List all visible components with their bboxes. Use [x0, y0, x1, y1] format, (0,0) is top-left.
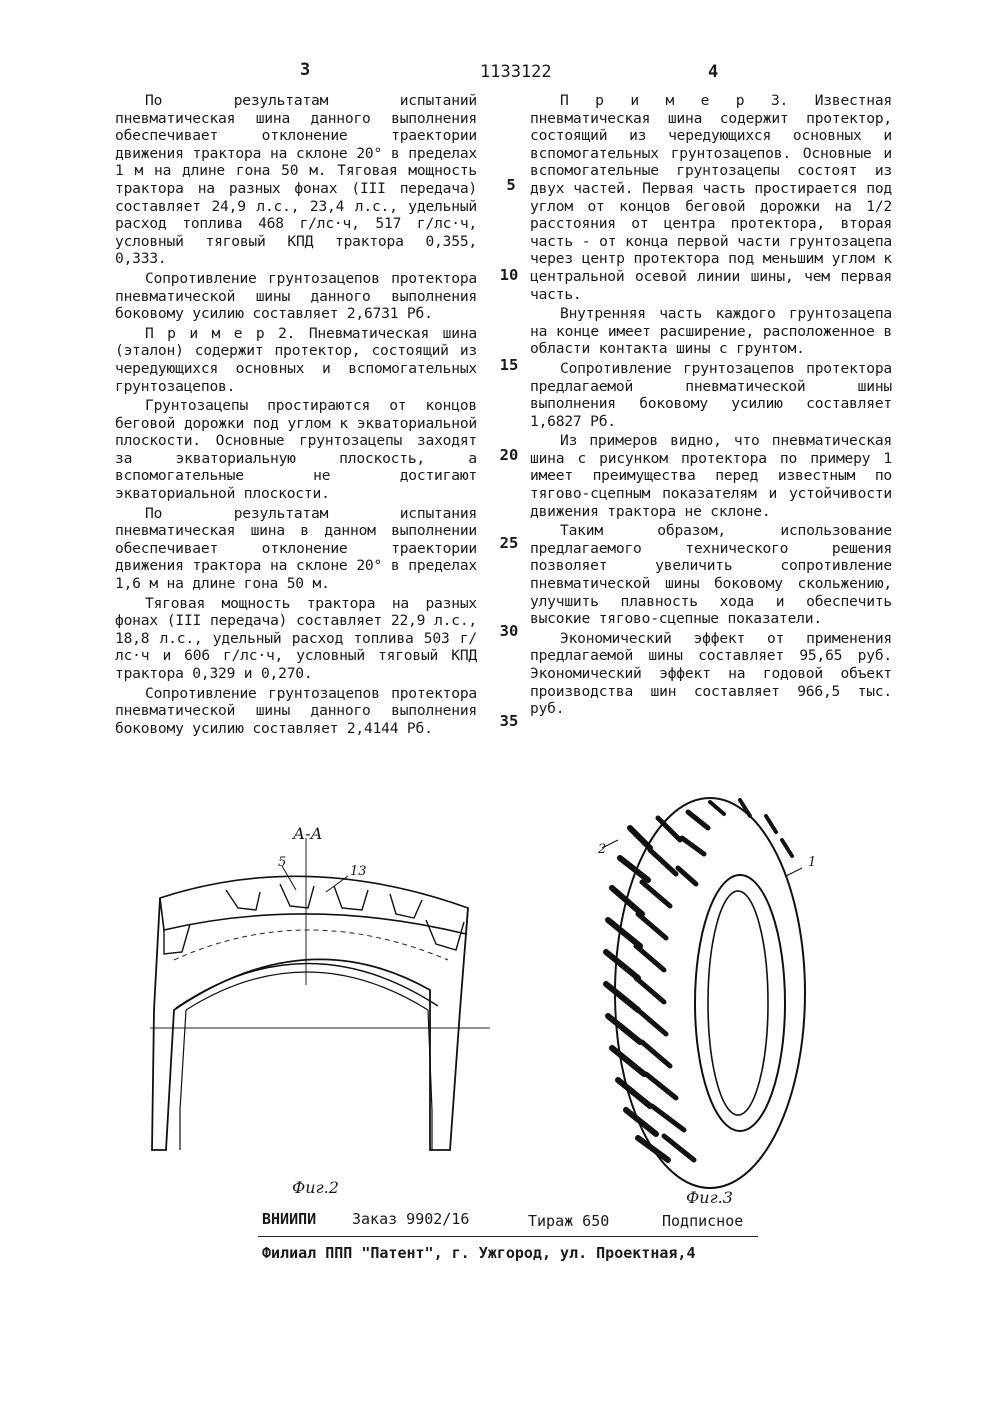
imprint-subscription: Подписное — [662, 1212, 744, 1230]
line-number: 10 — [499, 266, 519, 284]
paragraph: Из примеров видно, что пневматическая шина с рисунком протектора по примеру 1 имеет преимущества перед известным по тягово-сцепным показателям и устойчивости движения трактора не склоне. — [530, 432, 892, 520]
paragraph: Сопротивление грунтозацепов протектора пневматической шины данного выполнения боковому усилию составляет 2,6731 Рб. — [115, 269, 477, 323]
figure-3-caption: Фиг.3 — [686, 1188, 733, 1207]
paragraph: Сопротивление грунтозацепов протектора пневматической шины данного выполнения боковому усилию составляет 2,4144 Рб. — [115, 684, 477, 737]
patent-number: 1133122 — [480, 62, 552, 82]
section-label: А-А — [293, 824, 323, 843]
paragraph: Сопротивление грунтозацепов протектора предлагаемой пневматической шины выполнения боковому усилию составляет 1,6827 Рб. — [530, 359, 892, 430]
figure-3-tire-perspective — [590, 788, 810, 1198]
right-page-number: 4 — [708, 62, 719, 82]
figure-2-tire-cross-section — [130, 810, 490, 1190]
line-number: 15 — [499, 356, 519, 374]
left-page-number: 3 — [300, 60, 311, 80]
figure-2-caption: Фиг.2 — [292, 1178, 339, 1197]
paragraph: По результатам испытаний пневматическая шина данного выполнения обеспечивает отклонение траектории движения трактора на склоне 20° в пределах 1 м на длине гона 50 м. Тяговая мощность трактора на разных фонах (III передача) составляет 24,9 л.с., 23,4 л.с., удельный расход топлива 468 г/лс·ч, 517 г/лс·ч, условный тяговый КПД трактора 0,355, 0,333. — [115, 92, 477, 268]
paragraph: Экономический эффект от применения предлагаемой шины составляет 95,65 руб. Экономический эффект на годовой объект производства шин составляет 966,5 тыс. руб. — [530, 629, 892, 718]
figure-2-label-13: 13 — [350, 864, 367, 879]
paragraph: По результатам испытания пневматическая шина в данном выполнении обеспечивает отклонение траектории движения трактора на склоне 20° в пределах 1,6 м на длине гона 50 м. — [115, 504, 477, 593]
left-text-column — [115, 92, 477, 739]
imprint-order: Заказ 9902/16 — [352, 1210, 470, 1228]
paragraph: П р и м е р 2. Пневматическая шина (эталон) содержит протектор, состоящий из чередующихся основных и вспомогательных грунтозацепов. — [115, 324, 477, 395]
paragraph: Таким образом, использование предлагаемого технического решения позволяет увеличить сопротивление пневматической шины боковому скольжению, улучшить плавность хода и обеспечить высокие тягово-сцепные показатели. — [530, 522, 892, 628]
figure-2-label-5: 5 — [278, 855, 287, 870]
line-number: 20 — [499, 446, 519, 464]
line-number: 5 — [506, 176, 516, 194]
paragraph: Внутренняя часть каждого грунтозацепа на конце имеет расширение, расположенное в области контакта шины с грунтом. — [530, 305, 892, 358]
figure-3-label-2: 2 — [598, 842, 607, 857]
line-number: 30 — [499, 622, 519, 640]
paragraph: Тяговая мощность трактора на разных фонах (III передача) составляет 22,9 л.с., 18,8 л.с., удельный расход топлива 503 г/лс·ч и 606 г/лс·ч, условный тяговый КПД трактора 0,329 и 0,270. — [115, 594, 477, 682]
imprint-divider — [258, 1236, 758, 1237]
line-number: 35 — [499, 712, 519, 730]
right-text-column — [530, 92, 892, 720]
imprint-circulation: Тираж 650 — [528, 1212, 610, 1230]
line-number: 25 — [499, 534, 519, 552]
imprint-org: ВНИИПИ — [262, 1210, 317, 1228]
imprint-branch: Филиал ППП "Патент", г. Ужгород, ул. Проектная,4 — [262, 1244, 696, 1262]
figure-3-label-1: 1 — [808, 855, 817, 870]
paragraph: П р и м е р 3. Известная пневматическая шина содержит протектор, состоящий из чередующихся основных и вспомогательных грунтозацепов. Основные и вспомогательные грунтозацепы состоят из двух частей. Первая часть простирается под углом от концов беговой дорожки на 1/2 расстояния от центра протектора, вторая часть - от конца первой части грунтозацепа через центр протектора под меньшим углом к центральной осевой линии шины, чем первая часть. — [530, 92, 892, 303]
paragraph: Грунтозацепы простираются от концов беговой дорожки под углом к экваториальной плоскости. Основные грунтозацепы заходят за экваториальную плоскость, а вспомогательные не достигают экваториальной плоскости. — [115, 397, 477, 503]
